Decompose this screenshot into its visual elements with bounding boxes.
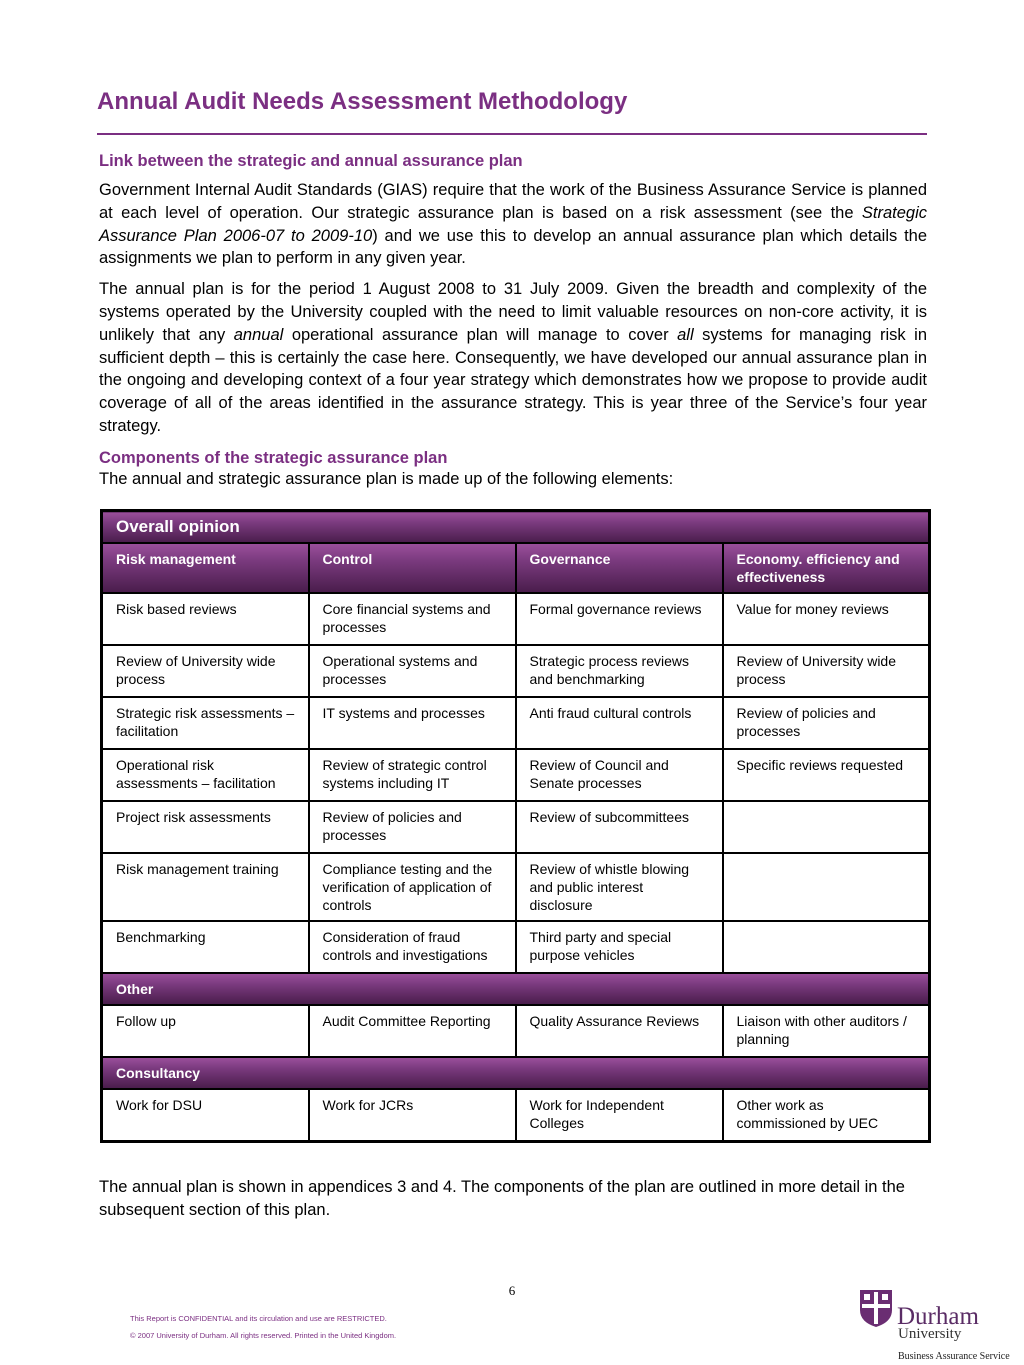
plan-reference: Strategic Assurance Plan 2006-07 to 2009-10	[99, 203, 927, 245]
paragraph-annual-text-a: The annual plan is for the period 1 August 2008 to 31 July 2009. Given the breadth and complexity of the systems operated by the University coupled with the need to limit valuable resources on non-core activity, it is unlikely that any	[99, 280, 927, 344]
section-heading-link: Link between the strategic and annual assurance plan	[99, 152, 523, 170]
table-row	[102, 801, 930, 853]
table-cell: Operational risk assessments – facilitation	[102, 749, 309, 801]
consultancy-section-row	[102, 1057, 930, 1089]
other-section-row	[102, 973, 930, 1005]
table-cell: Review of strategic control systems including IT	[309, 749, 516, 801]
paragraph-gias-text-a: Government Internal Audit Standards (GIAS) require that the work of the Business Assurance Service is planned at each level of operation. Our strategic assurance plan is based on a risk assessment (see the	[99, 181, 927, 222]
table-cell: Review of subcommittees	[516, 801, 723, 853]
table-cell: Specific reviews requested	[723, 749, 930, 801]
table-cell: Review of University wide process	[723, 645, 930, 697]
title-divider	[97, 133, 927, 135]
table-cell: Liaison with other auditors / planning	[723, 1005, 930, 1057]
column-header: Economy. efficiency and effectiveness	[723, 543, 930, 593]
main-content	[99, 152, 927, 491]
table-cell: Value for money reviews	[723, 593, 930, 645]
table-cell: IT systems and processes	[309, 697, 516, 749]
page-number: 6	[508, 1283, 516, 1298]
table-cell: Risk management training	[102, 853, 309, 921]
section-heading-components: Components of the strategic assurance plan	[99, 448, 448, 467]
table-cell: Strategic risk assessments – facilitation	[102, 697, 309, 749]
table-cell: Review of University wide process	[102, 645, 309, 697]
table-cell: Project risk assessments	[102, 801, 309, 853]
table-cell: Benchmarking	[102, 921, 309, 973]
paragraph-annual-plan	[99, 278, 927, 438]
table-cell: Work for Independent Colleges	[516, 1089, 723, 1142]
table-cell: Review of Council and Senate processes	[516, 749, 723, 801]
closing-text: The annual plan is shown in appendices 3 and 4. The components of the plan are outlined in more detail in the subsequent section of this plan.	[99, 1178, 905, 1219]
other-section-header: Other	[102, 973, 930, 1005]
column-header: Control	[309, 543, 516, 593]
paragraph-gias	[99, 179, 927, 270]
logo-name: Durham	[897, 1303, 979, 1330]
table-row	[102, 749, 930, 801]
table-cell: Quality Assurance Reviews	[516, 1005, 723, 1057]
assurance-plan-table	[100, 509, 931, 1143]
paragraph-annual-text-b: operational assurance plan will manage to cover	[283, 325, 678, 344]
table-cell: Risk based reviews	[102, 593, 309, 645]
table-row	[102, 697, 930, 749]
overall-row	[102, 511, 930, 544]
page-title: Annual Audit Needs Assessment Methodology	[97, 88, 628, 115]
table-cell: Review of policies and processes	[723, 697, 930, 749]
crest-icon	[858, 1288, 894, 1328]
emphasis-annual: annual	[233, 325, 284, 344]
components-intro: The annual and strategic assurance plan is made up of the following elements:	[99, 469, 674, 488]
column-header-row	[102, 543, 930, 593]
paragraph-annual-text-c: systems for managing risk in sufficient depth – this is certainly the case here. Consequently, we have developed our annual assurance plan in the ongoing and developing context of a four year strategy which demonstrates how we propose to provide audit coverage of all of the areas identified in the assurance strategy. This is year three of the Service’s four year strategy.	[99, 325, 928, 435]
durham-logo	[858, 1288, 1020, 1365]
column-header: Risk management	[102, 543, 309, 593]
table-row	[102, 1089, 930, 1142]
table-cell: Review of policies and processes	[309, 801, 516, 853]
table-row	[102, 853, 930, 921]
table-cell: Operational systems and processes	[309, 645, 516, 697]
table-cell: Consideration of fraud controls and investigations	[309, 921, 516, 973]
table-cell	[723, 853, 930, 921]
paragraph-gias-text-b: ) and we use this to develop an annual assurance plan which details the assignments we plan to perform in any given year.	[99, 226, 928, 268]
copyright-notice: © 2007 University of Durham. All rights reserved. Printed in the United Kingdom.	[130, 1331, 397, 1340]
logo-service: Business Assurance Service	[898, 1351, 1010, 1362]
table-cell: Compliance testing and the verification of application of controls	[309, 853, 516, 921]
table-cell	[723, 921, 930, 973]
closing-paragraph	[99, 1176, 927, 1222]
table-cell: Formal governance reviews	[516, 593, 723, 645]
table-row	[102, 593, 930, 645]
table-cell	[723, 801, 930, 853]
table-cell: Review of whistle blowing and public interest disclosure	[516, 853, 723, 921]
table-cell: Strategic process reviews and benchmarking	[516, 645, 723, 697]
table-row	[102, 921, 930, 973]
table-cell: Other work as commissioned by UEC	[723, 1089, 930, 1142]
confidential-notice: This Report is CONFIDENTIAL and its circulation and use are RESTRICTED.	[130, 1314, 387, 1323]
table-cell: Follow up	[102, 1005, 309, 1057]
table-cell: Work for JCRs	[309, 1089, 516, 1142]
table-row	[102, 1005, 930, 1057]
table-cell: Audit Committee Reporting	[309, 1005, 516, 1057]
table-cell: Third party and special purpose vehicles	[516, 921, 723, 973]
table-cell: Core financial systems and processes	[309, 593, 516, 645]
overall-opinion-header: Overall opinion	[102, 511, 930, 544]
logo-sub: University	[898, 1326, 962, 1342]
emphasis-all: all	[677, 325, 694, 344]
table-row	[102, 645, 930, 697]
table-cell: Anti fraud cultural controls	[516, 697, 723, 749]
table-cell: Work for DSU	[102, 1089, 309, 1142]
consultancy-section-header: Consultancy	[102, 1057, 930, 1089]
column-header: Governance	[516, 543, 723, 593]
